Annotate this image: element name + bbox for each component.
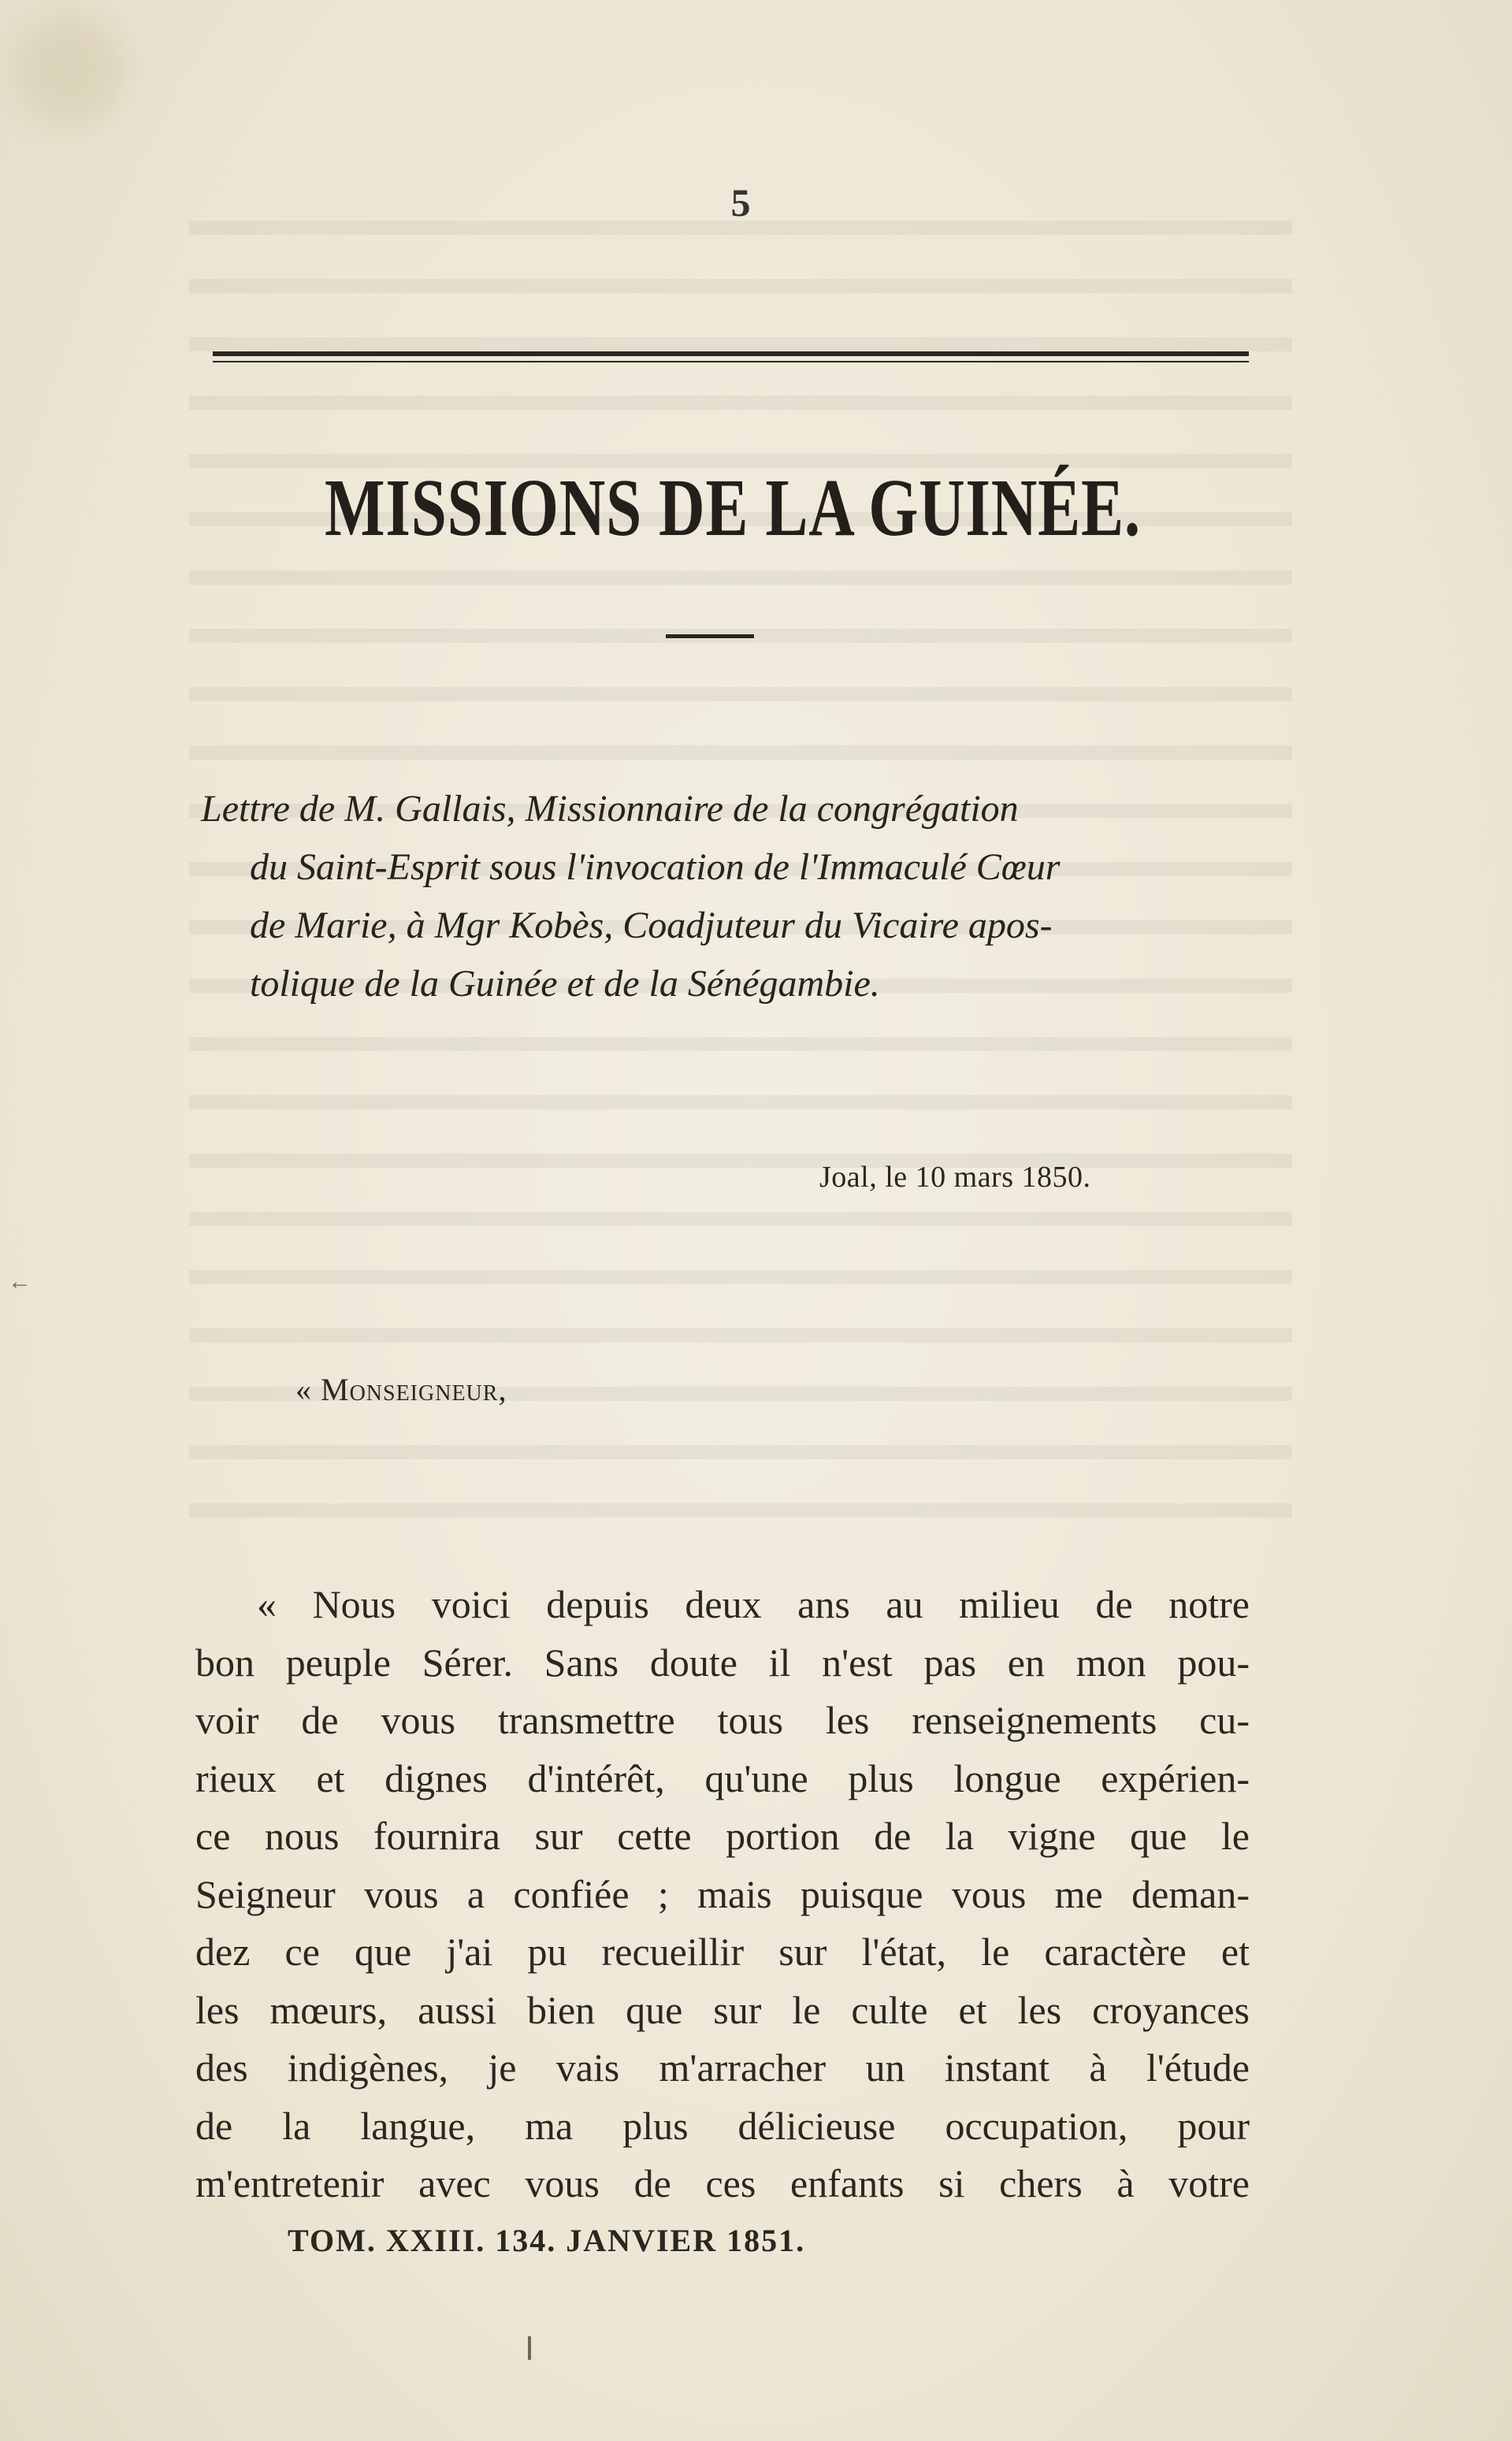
header-rule-thin <box>213 361 1249 362</box>
paper-stain <box>16 16 126 126</box>
body-line: des indigènes, je vais m'arracher un instant à l'étude <box>195 2045 1250 2090</box>
body-line: de la langue, ma plus délicieuse occupation, pour <box>195 2103 1250 2148</box>
salutation: « Monseigneur, <box>295 1372 507 1407</box>
volume-footer: TOM. XXIII. 134. JANVIER 1851. <box>288 2223 806 2258</box>
body-text <box>195 1576 1250 2213</box>
body-line: dez ce que j'ai pu recueillir sur l'état, le caractère et <box>195 1930 1250 1974</box>
bottom-mark <box>528 2336 531 2360</box>
dateline: Joal, le 10 mars 1850. <box>819 1161 1091 1194</box>
heading-line: tolique de la Guinée et de la Sénégambie. <box>250 963 880 1005</box>
body-line: Seigneur vous a confiée ; mais puisque vous me deman- <box>195 1871 1250 1916</box>
letter-heading <box>201 780 1261 1013</box>
body-line: ce nous fournira sur cette portion de la vigne que le <box>195 1814 1250 1858</box>
body-line: rieux et dignes d'intérêt, qu'une plus longue expérien- <box>195 1756 1250 1800</box>
body-line: les mœurs, aussi bien que sur le culte et les croyances <box>195 1987 1250 2032</box>
margin-mark: ← <box>8 1269 32 1295</box>
body-line: « Nous voici depuis deux ans au milieu de notre <box>257 1582 1250 1626</box>
header-rule-thick <box>213 351 1249 356</box>
heading-line: Lettre de M. Gallais, Missionnaire de la congrégation <box>201 788 1019 830</box>
page-number: 5 <box>730 180 751 225</box>
body-line: m'entretenir avec vous de ces enfants si chers à votre <box>195 2161 1250 2205</box>
main-title: MISSIONS DE LA GUINÉE. <box>325 463 1141 553</box>
title-ornament-dash <box>666 634 754 638</box>
heading-line: de Marie, à Mgr Kobès, Coadjuteur du Vicaire apos- <box>250 905 1053 946</box>
body-line: bon peuple Sérer. Sans doute il n'est pas en mon pou- <box>195 1640 1250 1685</box>
heading-line: du Saint-Esprit sous l'invocation de l'Immaculé Cœur <box>250 846 1061 888</box>
body-line: voir de vous transmettre tous les renseignements cu- <box>195 1698 1250 1742</box>
